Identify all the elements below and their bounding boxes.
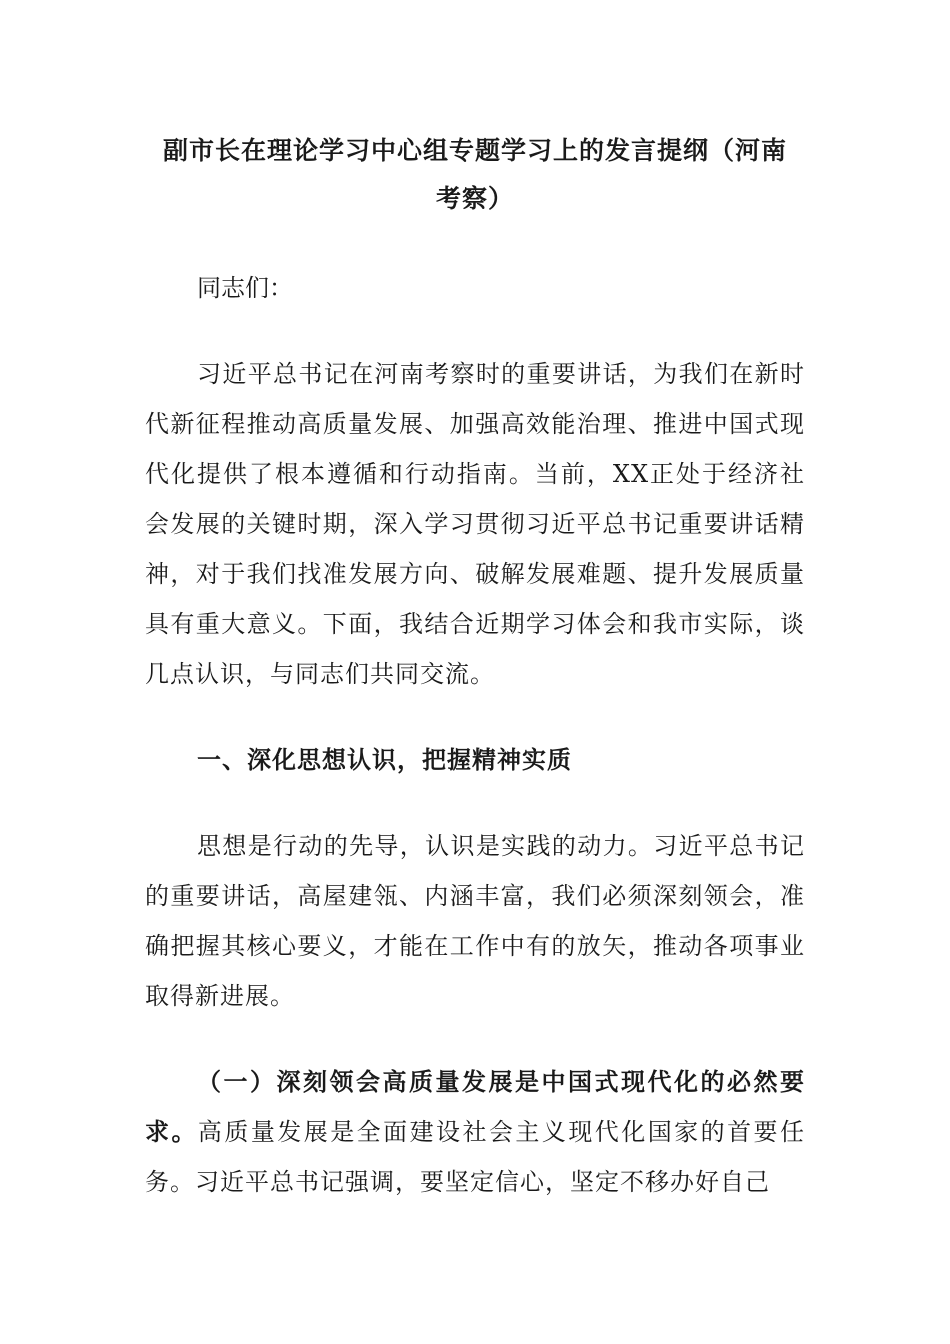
subsection-text: 高质量发展是全面建设社会主义现代化国家的首要任务。习近平总书记强调，要坚定信心，坚定不移办好自己 <box>145 1118 806 1196</box>
salutation: 同志们： <box>197 274 293 302</box>
section-heading: 一、深化思想认识，把握精神实质 <box>197 745 572 774</box>
document-title: 副市长在理论学习中心组专题学习上的发言提纲（河南考察） <box>162 136 787 213</box>
subsection-paragraph <box>145 1057 805 1207</box>
intro-paragraph: 习近平总书记在河南考察时的重要讲话，为我们在新时代新征程推动高质量发展、加强高效能治理、推进中国式现代化提供了根本遵循和行动指南。当前，XX正处于经济社会发展的关键时期，深入学习贯彻习近平总书记重要讲话精神，对于我们找准发展方向、破解发展难题、提升发展质量具有重大意义。下面，我结合近期学习体会和我市实际，谈几点认识，与同志们共同交流。 <box>145 360 805 688</box>
subsection-heading: （一）深刻领会高质量发展是中国式现代化的必然要求。 <box>145 1067 805 1146</box>
section-paragraph: 思想是行动的先导，认识是实践的动力。习近平总书记的重要讲话，高屋建瓴、内涵丰富，我们必须深刻领会，准确把握其核心要义，才能在工作中有的放矢，推动各项事业取得新进展。 <box>145 832 805 1010</box>
document-body <box>145 127 805 1207</box>
